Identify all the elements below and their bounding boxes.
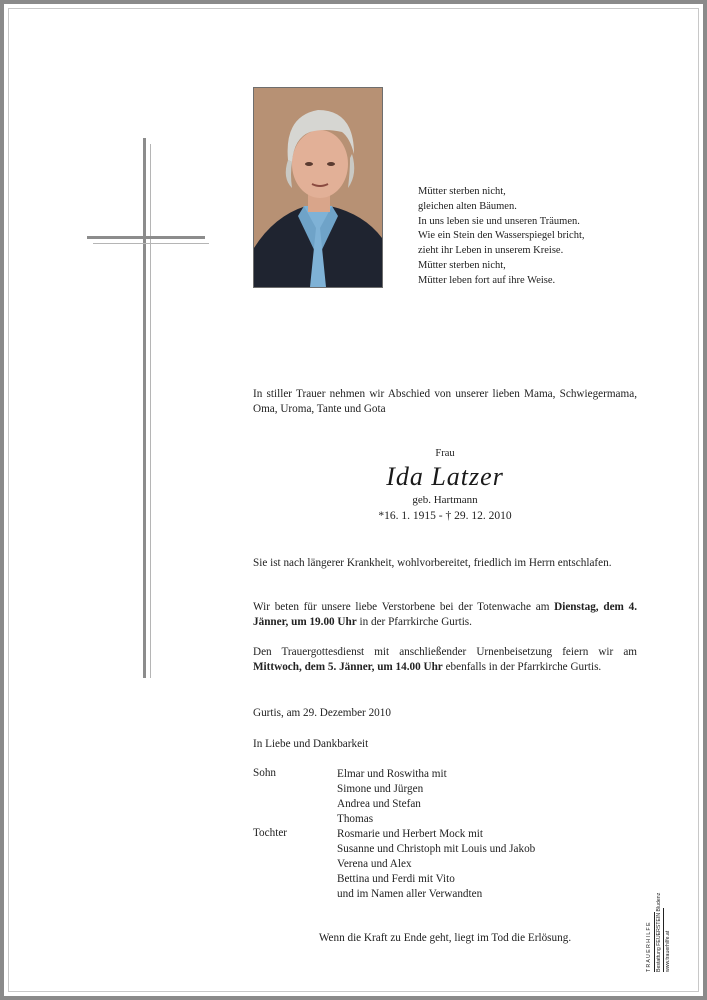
closing-quote: Wenn die Kraft zu Ende geht, liegt im Tod die Erlösung.: [318, 932, 572, 944]
funeral-home-logo: [646, 868, 676, 972]
list-item: Elmar und Roswitha mit: [337, 768, 447, 780]
relatives-daughter-list: [337, 827, 535, 902]
relation-label-daughter: Tochter: [253, 827, 288, 839]
intro-text: In stiller Trauer nehmen wir Abschied von unserer lieben Mama, Schwiegermama, Oma, Uroma, Tante und Gota: [253, 388, 637, 416]
list-item: Rosmarie und Herbert Mock mit: [337, 828, 484, 840]
poem-line: gleichen alten Bäumen.: [418, 200, 517, 212]
place-date: Gurtis, am 29. Dezember 2010: [253, 707, 391, 719]
life-dates: *16. 1. 1915 - † 29. 12. 2010: [378, 510, 512, 522]
birth-name: geb. Hartmann: [412, 494, 478, 506]
poem-line: Wie ein Stein den Wasserspiegel bricht,: [418, 230, 585, 242]
poem-line: In uns leben sie und unseren Träumen.: [418, 215, 580, 227]
relation-label-son: Sohn: [253, 767, 277, 779]
deceased-name: Ida Latzer: [386, 462, 504, 491]
list-item: Andrea und Stefan: [337, 798, 421, 810]
poem-line: zieht ihr Leben in unserem Kreise.: [418, 245, 564, 257]
poem-line: Mütter sterben nicht,: [418, 259, 506, 271]
list-item: Verena und Alex: [337, 858, 412, 870]
list-item: Susanne und Christoph mit Louis und Jakob: [337, 843, 536, 855]
logo-line-2: Bestattung FEUERSTEIN Bludenz: [656, 892, 662, 972]
relatives-son-list: [337, 767, 447, 827]
paragraph-funeral: Den Trauergottesdienst mit anschließender Urnenbeisetzung feiern wir am Mittwoch, dem 5. Jänner, um 14.00 Uhr ebenfalls in der Pfarrkirche Gurtis.: [253, 646, 637, 674]
poem-line: Mütter leben fort auf ihre Weise.: [418, 274, 556, 286]
list-item: und im Namen aller Verwandten: [337, 888, 483, 900]
vigil-date: Dienstag, dem 4. Jänner, um 19.00 Uhr: [253, 601, 637, 629]
poem: [418, 185, 585, 289]
logo-line-1: T R A U E R H I L F E: [646, 922, 652, 972]
list-item: Simone und Jürgen: [337, 783, 424, 795]
paragraph-passing: Sie ist nach längerer Krankheit, wohlvorbereitet, friedlich im Herrn entschlafen.: [253, 557, 612, 569]
closing-greeting: In Liebe und Dankbarkeit: [253, 738, 369, 750]
funeral-date: Mittwoch, dem 5. Jänner, um 14.00 Uhr: [253, 661, 443, 674]
list-item: Thomas: [337, 813, 374, 825]
portrait-photo: [253, 87, 383, 288]
logo-line-3: www.trauerhilfe.at: [665, 930, 671, 972]
paragraph-vigil: Wir beten für unsere liebe Verstorbene bei der Totenwache am Dienstag, dem 4. Jänner, um 19.00 Uhr in der Pfarrkirche Gurtis.: [253, 601, 637, 629]
poem-line: Mütter sterben nicht,: [418, 186, 506, 197]
salutation: Frau: [435, 448, 455, 459]
list-item: Bettina und Ferdi mit Vito: [337, 873, 455, 885]
